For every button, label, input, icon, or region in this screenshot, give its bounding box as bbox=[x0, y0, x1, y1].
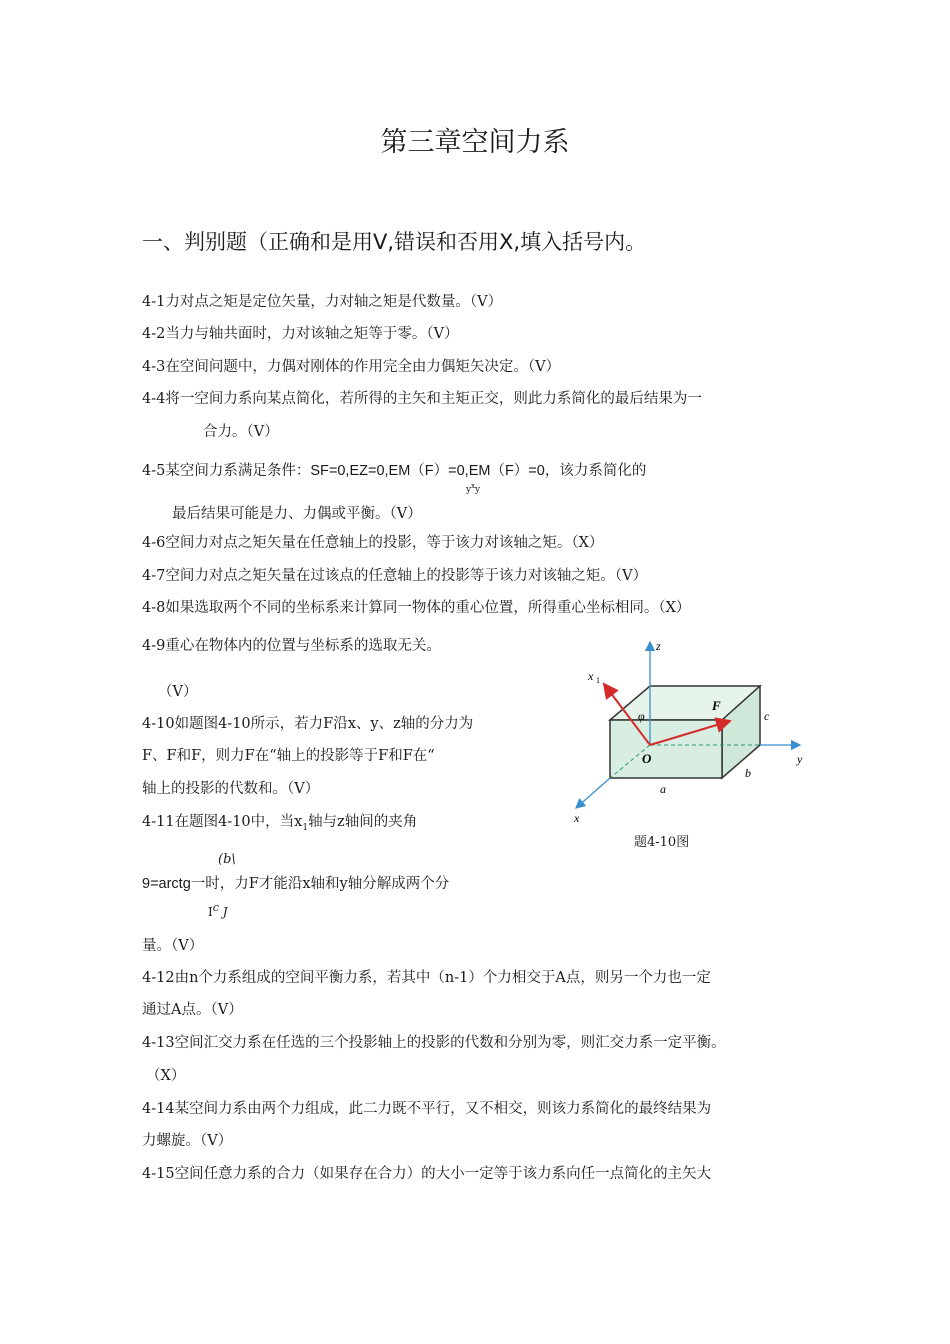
item-4-13-line1: 4-13空间汇交力系在任选的三个投影轴上的投影的代数和分别为零，则汇交力系一定平衡。 bbox=[142, 1035, 726, 1051]
item-4-11-frac-bottom bbox=[208, 901, 228, 919]
label-F: F bbox=[712, 698, 721, 713]
figure-4-10 bbox=[560, 630, 820, 860]
item-4-11-line3: 量。（V） bbox=[142, 938, 204, 954]
section-heading: 一、判别题（正确和是用V,错误和否用X,填入括号内。 bbox=[142, 230, 647, 254]
item-4-3: 4-3在空间问题中，力偶对刚体的作用完全由力偶矩矢决定。（V） bbox=[142, 359, 561, 375]
item-4-5-line2: 最后结果可能是力、力偶或平衡。（V） bbox=[172, 506, 422, 522]
item-4-11-formula: 9=arctg bbox=[142, 876, 191, 892]
item-4-11-frac-i: I bbox=[208, 905, 213, 919]
item-4-5-sub-y2: y bbox=[475, 485, 481, 495]
item-4-5-line1 bbox=[142, 459, 646, 480]
item-4-14-line1: 4-14某空间力系由两个力组成，此二力既不平行，又不相交，则该力系简化的最终结果为 bbox=[142, 1101, 712, 1117]
item-4-10-line1: 4-10如题图4-10所示，若力F沿x、y、z轴的分力为 bbox=[142, 716, 474, 732]
item-4-14-line2: 力螺旋。（V） bbox=[142, 1133, 233, 1149]
x-axis bbox=[576, 778, 610, 808]
item-4-1: 4-1力对点之矩是定位矢量，力对轴之矩是代数量。（V） bbox=[142, 294, 503, 310]
item-4-7: 4-7空间力对点之矩矢量在过该点的任意轴上的投影等于该力对该轴之矩。（V） bbox=[142, 568, 648, 584]
label-c: c bbox=[764, 709, 770, 723]
item-4-5-suffix: ，该力系简化的 bbox=[544, 463, 647, 479]
item-4-11-sub: 1 bbox=[302, 822, 309, 833]
item-4-10-line2: F、F和F，则力F在“轴上的投影等于F和F在“ bbox=[142, 748, 435, 764]
item-4-11-middle: 一时，力F才能沿x轴和y轴分解成两个分 bbox=[190, 876, 450, 892]
item-4-5-sub-x: x bbox=[471, 482, 476, 490]
item-4-5-formula: SF=0,EZ=0,EM（F）=0,EM（F）=0 bbox=[310, 463, 545, 479]
item-4-5-prefix: 4-5某空间力系满足条件： bbox=[142, 463, 311, 479]
label-O: O bbox=[642, 751, 652, 766]
item-4-11-line1 bbox=[142, 810, 417, 833]
item-4-9-line1: 4-9重心在物体内的位置与坐标系的选取无关。 bbox=[142, 638, 441, 654]
item-4-9-line2: （V） bbox=[158, 684, 198, 700]
item-4-12-line1: 4-12由n个力系组成的空间平衡力系，若其中（n-1）个力相交于A点，则另一个力也一定 bbox=[142, 970, 711, 986]
label-x1: x bbox=[588, 669, 594, 683]
item-4-12-line2: 通过A点。（V） bbox=[142, 1002, 243, 1018]
item-4-10-line3: 轴上的投影的代数和。（V） bbox=[142, 781, 320, 797]
label-phi: φ bbox=[638, 709, 645, 723]
item-4-13-line2: （X） bbox=[146, 1068, 186, 1084]
item-4-4-line1: 4-4将一空间力系向某点简化，若所得的主矢和主矩正交，则此力系简化的最后结果为一 bbox=[142, 391, 702, 407]
item-4-6: 4-6空间力对点之矩矢量在任意轴上的投影，等于该力对该轴之矩。（X） bbox=[142, 535, 604, 551]
page-title: 第三章空间力系 bbox=[380, 127, 570, 158]
item-4-11-line2 bbox=[142, 872, 449, 893]
item-4-11-prefix: 4-11在题图4-10中，当x bbox=[142, 814, 303, 830]
label-x1-sub: 1 bbox=[596, 676, 600, 685]
item-4-5-subscripts bbox=[466, 482, 480, 495]
label-x: x bbox=[574, 811, 580, 825]
item-4-5-sub-y: y bbox=[466, 485, 472, 495]
label-b: b bbox=[745, 766, 751, 780]
item-4-2: 4-2当力与轴共面时，力对该轴之矩等于零。（V） bbox=[142, 326, 459, 342]
item-4-11-frac-c: c bbox=[212, 901, 219, 914]
label-z: z bbox=[656, 639, 661, 653]
label-a: a bbox=[660, 782, 666, 796]
label-y: y bbox=[797, 752, 803, 766]
item-4-15-line1: 4-15空间任意力系的合力（如果存在合力）的大小一定等于该力系向任一点简化的主矢大 bbox=[142, 1166, 712, 1182]
item-4-11-frac-top: (b\ bbox=[218, 852, 236, 867]
item-4-11-rest: 轴与z轴间的夹角 bbox=[308, 814, 418, 830]
figure-caption: 题4-10图 bbox=[634, 835, 690, 850]
item-4-4-line2: 合力。（V） bbox=[203, 424, 279, 440]
item-4-11-frac-paren: J bbox=[222, 905, 228, 919]
item-4-8: 4-8如果选取两个不同的坐标系来计算同一物体的重心位置，所得重心坐标相同。（X） bbox=[142, 600, 691, 616]
